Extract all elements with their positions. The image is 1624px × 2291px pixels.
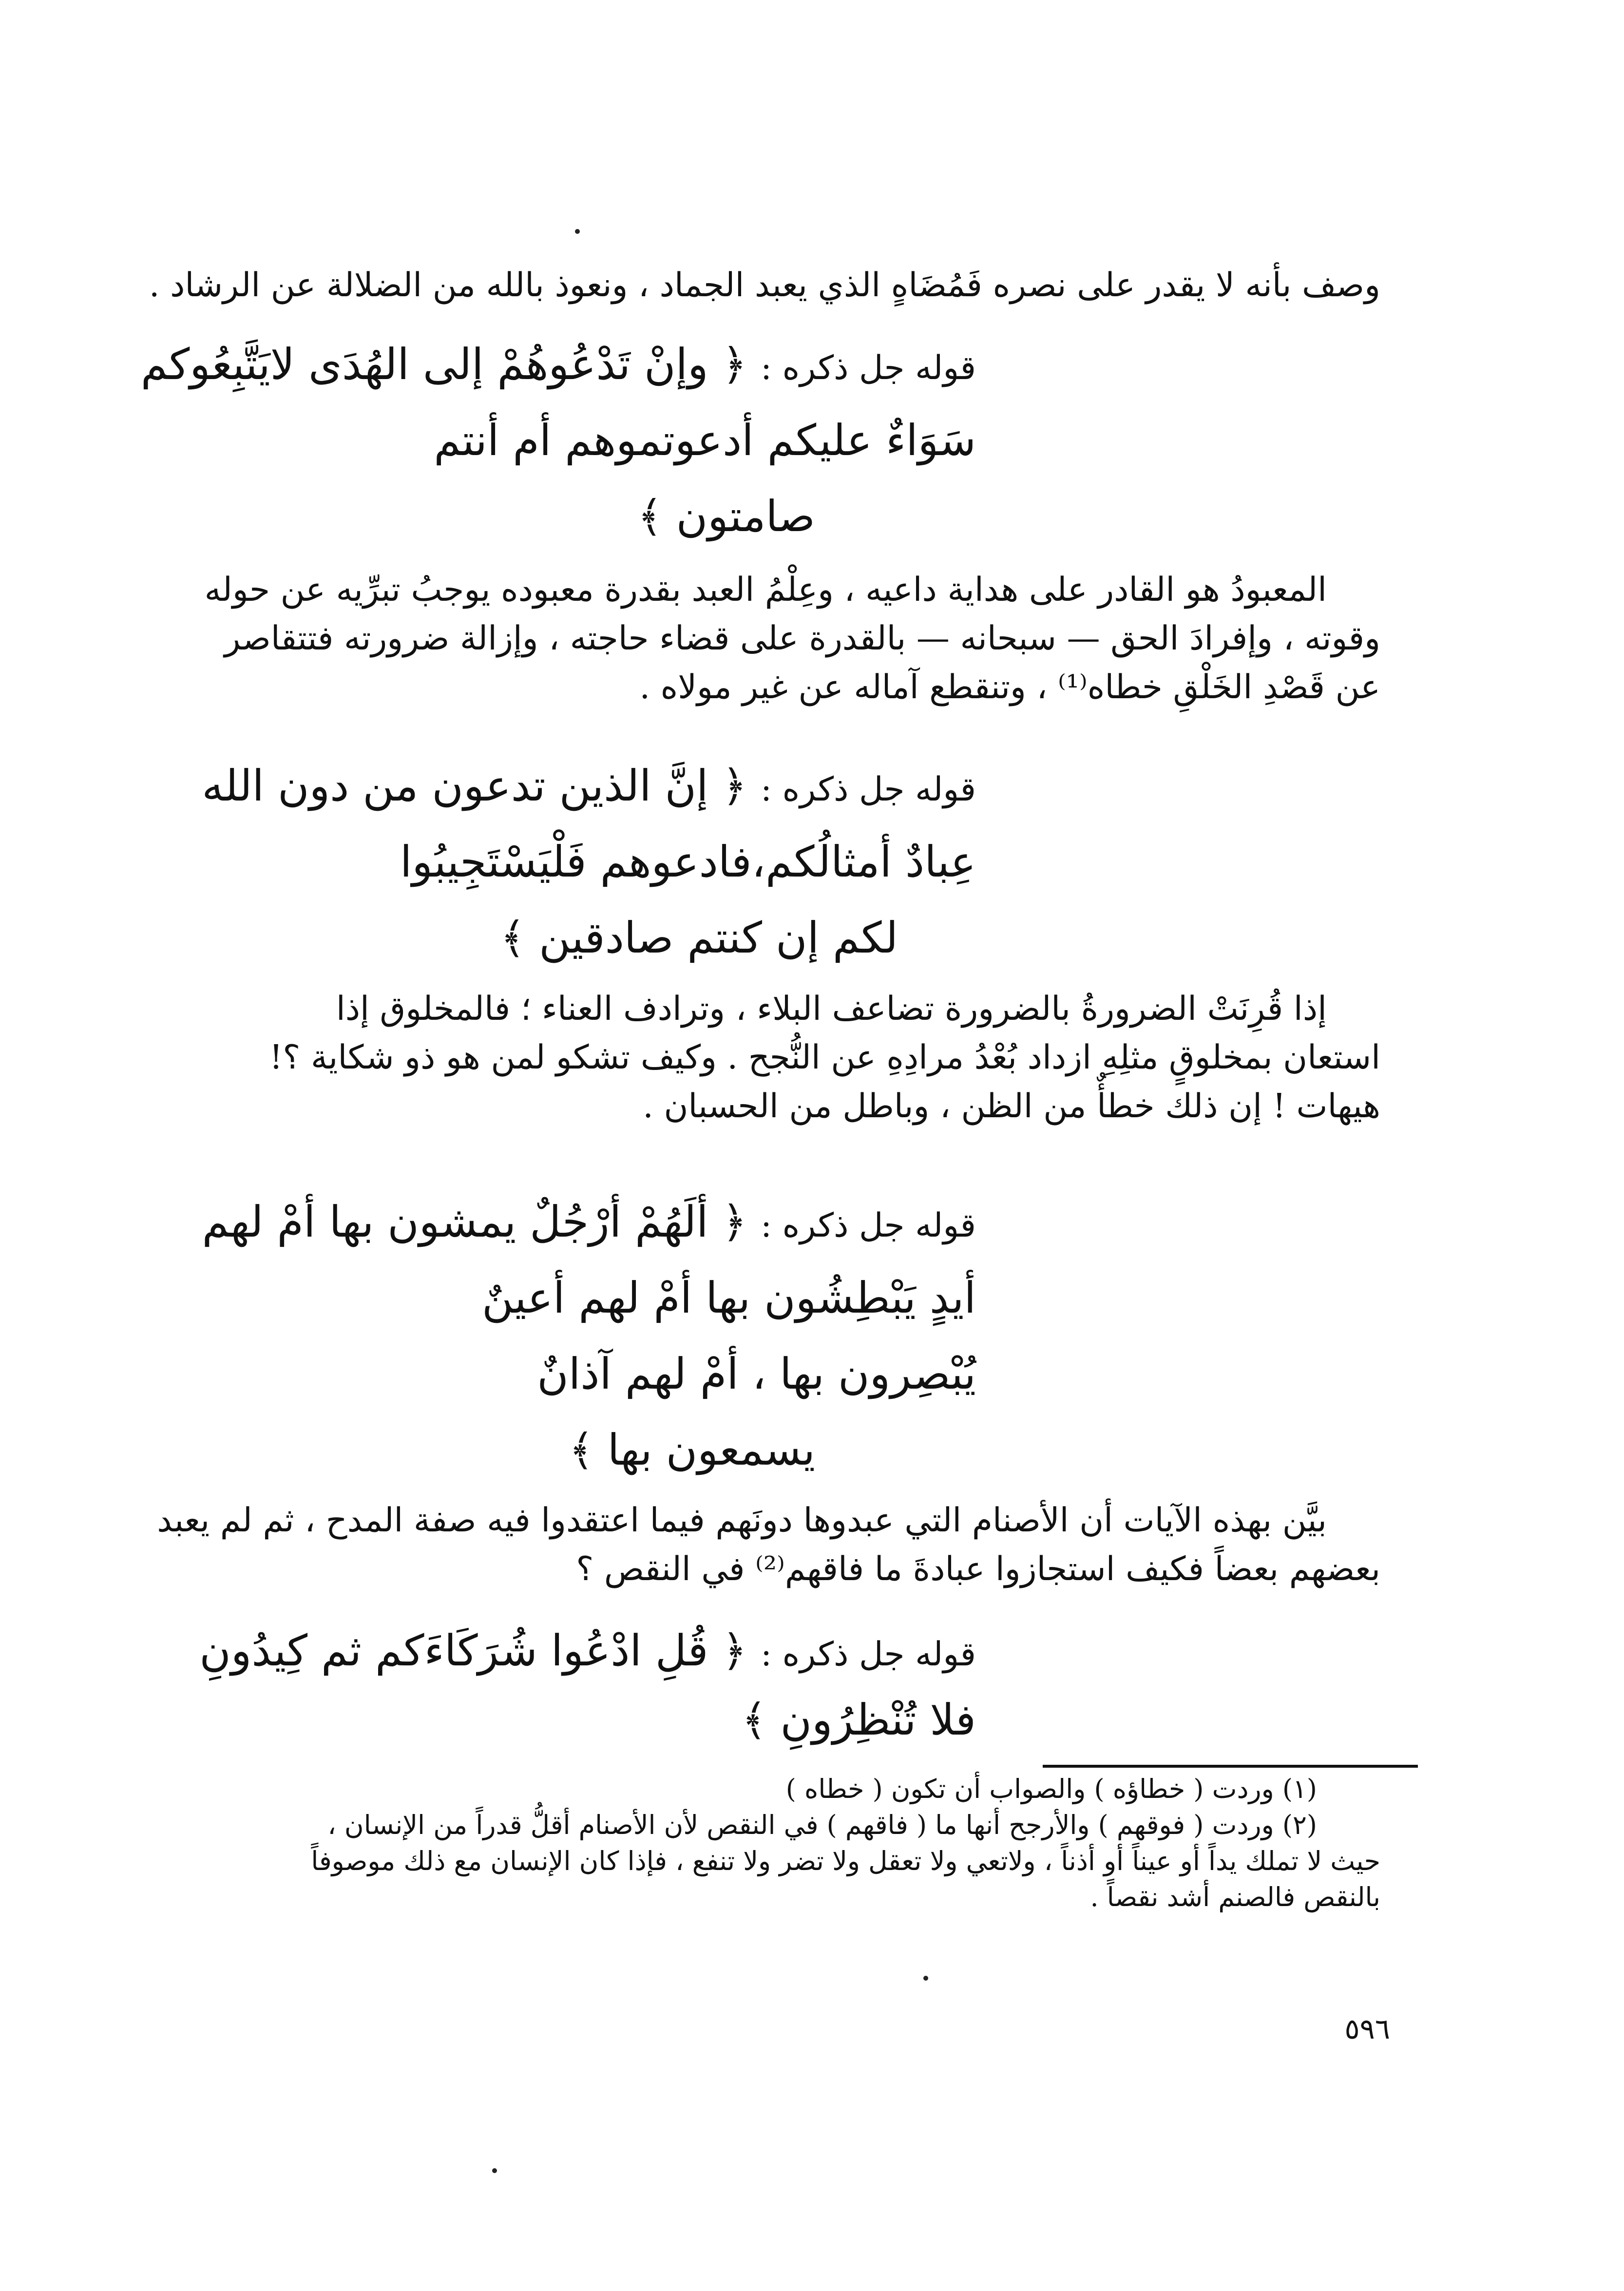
footnote: بالنقص فالصنم أشد نقصاً . — [1090, 1882, 1380, 1912]
paragraph-3 — [245, 989, 1380, 1135]
verse-line — [202, 1197, 976, 1275]
paragraph-line: استعان بمخلوقٍ مثلِهِ ازداد بُعْدُ مرادِهِ عن النُّجح . وكيف تشكو لمن هو ذو شكاية ؟! — [269, 1038, 1380, 1077]
paragraph-line: وقوته ، وإفرادَ الحق — سبحانه — بالقدرة على قضاء حاجته ، وإزالة ضرورته فتتقاصر — [224, 619, 1380, 658]
verse-1 — [140, 339, 976, 417]
paragraph-line: عن قَصْدِ الخَلْقِ خطاه⁽¹⁾ ، وتنقطع آماله عن غير مولاه . — [639, 668, 1380, 706]
verse-2-continued — [400, 837, 976, 991]
verse-line — [202, 761, 976, 839]
verse-line: صامتون ﴾ — [637, 491, 815, 541]
verse-line: يُبْصِرون بها ، أمْ لهم آذانٌ — [537, 1349, 976, 1399]
verse-3 — [202, 1197, 976, 1275]
scan-speck — [923, 1976, 928, 1981]
verse-lead: قوله جل ذكره : — [761, 770, 976, 809]
verse-3-continued — [481, 1273, 976, 1503]
paragraph-line: إذا قُرِنَتْ الضرورةُ بالضرورة تضاعف البلاء ، وترادف العناء ؛ فالمخلوق إذا — [336, 990, 1327, 1028]
footnote-separator — [1043, 1765, 1418, 1768]
verse-4-continued — [635, 1697, 976, 1773]
paragraph-4 — [157, 1501, 1380, 1598]
verse-line: يسمعون بها ﴾ — [569, 1425, 815, 1475]
paragraph-2 — [204, 570, 1380, 716]
verse-lead: قوله جل ذكره : — [761, 1206, 976, 1245]
paragraph-1 — [149, 266, 1380, 314]
footnote: حيث لا تملك يداً أو عيناً أو أذناً ، ولاتعي ولا تعقل ولا تضر ولا تنفع ، فإذا كان الإنسان مع ذلك موصوفاً — [311, 1846, 1380, 1876]
paragraph-line: بعضهم بعضاً فكيف استجازوا عبادةَ ما فاقهم⁽²⁾ في النقص ؟ — [576, 1550, 1380, 1588]
verse-4 — [199, 1625, 976, 1703]
scan-speck — [492, 2168, 497, 2173]
paragraph-line: المعبودُ هو القادر على هداية داعيه ، وعِلْمُ العبد بقدرة معبوده يوجبُ تبرِّيه عن حوله — [204, 571, 1327, 609]
verse-text: ﴿ وإنْ تَدْعُوهُمْ إلى الهُدَى لايَتَّبِعُوكم — [140, 339, 747, 389]
verse-line — [140, 339, 976, 417]
verse-lead: قوله جل ذكره : — [761, 1635, 976, 1674]
verse-line: أيدٍ يَبْطِشُون بها أمْ لهم أعينٌ — [481, 1273, 976, 1323]
paragraph-line: هيهات ! إن ذلك خطأٌ من الظن ، وباطل من الحسبان . — [643, 1087, 1380, 1126]
verse-text: ﴿ إنَّ الذين تدعون من دون الله — [202, 761, 747, 811]
scan-speck — [575, 229, 580, 234]
verse-line: عِبادٌ أمثالُكم،فادعوهم فَلْيَسْتَجِيبُوا — [400, 837, 976, 887]
verse-1-continued — [434, 415, 976, 569]
footnote: (١) وردت ( خطاؤه ) والصواب أن تكون ( خطاه ) — [785, 1774, 1317, 1804]
footnote: (٢) وردت ( فوقهم ) والأرجح أنها ما ( فاقهم ) في النقص لأن الأصنام أقلُّ قدراً من الإنسان ، — [327, 1810, 1317, 1840]
verse-text: ﴿ ألَهُمْ أرْجُلٌ يمشون بها أمْ لهم — [202, 1197, 747, 1247]
verse-line: سَوَاءٌ عليكم أدعوتموهم أم أنتم — [434, 415, 976, 465]
verse-line — [199, 1625, 976, 1703]
verse-line: فلا تُنْظِرُونِ ﴾ — [742, 1695, 976, 1745]
page-number: ٥٩٦ — [1344, 2012, 1390, 2045]
verse-2 — [202, 761, 976, 839]
paragraph-line: وصف بأنه لا يقدر على نصره فَمُضَاهٍ الذي يعبد الجماد ، ونعوذ بالله من الضلالة عن الرشاد . — [149, 266, 1380, 305]
verse-line: لكم إن كنتم صادقين ﴾ — [500, 913, 898, 963]
verse-text: ﴿ قُلِ ادْعُوا شُرَكَاءَكم ثم كِيدُونِ — [199, 1625, 747, 1676]
verse-lead: قوله جل ذكره : — [761, 349, 976, 387]
footnotes — [245, 1774, 1380, 1918]
paragraph-line: بيَّن بهذه الآيات أن الأصنام التي عبدوها دونَهم فيما اعتقدوا فيه صفة المدح ، ثم لم يعبد — [157, 1501, 1327, 1540]
